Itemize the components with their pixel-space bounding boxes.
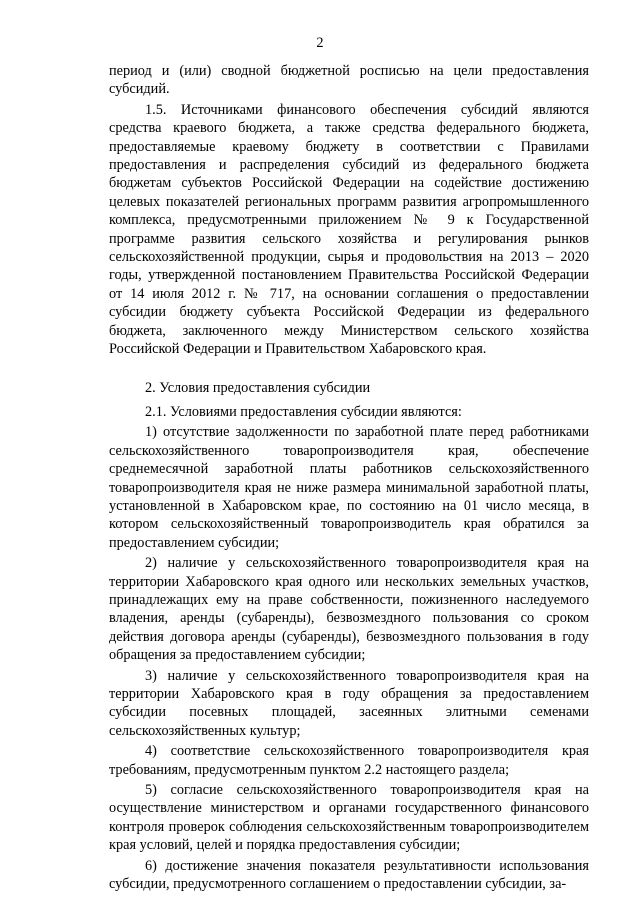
list-item-2: 2) наличие у сельскохозяйственного товаропроизводителя края на территории Хабаровского края одного или нескольких земельных участков, принадлежащих ему на праве собственности, пожизненного наследуемого владения, аренды (субаренды), безвозмездного пользования со сроком действия договора аренды (субаренды), безвозмездного пользования в году обращения за предоставлением субсидии;	[109, 555, 589, 664]
section-heading-2: 2. Условия предоставления субсидии	[145, 379, 371, 396]
paragraph-continuation: период и (или) сводной бюджетной росписью на цели предоставления субсидий.	[109, 63, 589, 98]
paragraph-2-1: 2.1. Условиями предоставления субсидии являются:	[145, 403, 462, 420]
paragraph-1-5: 1.5. Источниками финансового обеспечения субсидий являются средства краевого бюджета, а также средства федерального бюджета, предоставляемые краевому бюджету в соответствии с Правилами предоставления и распределения субсидий из федерального бюджета бюджетам субъектов Российской Федерации на содействие достижению целевых показателей региональных программ развития агропромышленного комплекса, предусмотренными приложением № 9 к Государственной программе развития сельского хозяйства и регулирования рынков сельскохозяйственной продукции, сырья и продовольствия на 2013 – 2020 годы, утвержденной постановлением Правительства Российской Федерации от 14 июля 2012 г. № 717, на основании соглашения о предоставлении субсидии бюджету субъекта Российской Федерации из федерального бюджета, заключенного между Министерством сельского хозяйства Российской Федерации и Правительством Хабаровского края.	[109, 101, 589, 358]
list-item-3: 3) наличие у сельскохозяйственного товаропроизводителя края на территории Хабаровского края в году обращения за предоставлением субсидии посевных площадей, засеянных элитными семенами сельскохозяйственных культур;	[109, 667, 589, 739]
list-item-6: 6) достижение значения показателя результативности использования субсидии, предусмотренного соглашением о предоставлении субсидии, за-	[109, 857, 589, 893]
page-number: 2	[316, 35, 324, 51]
list-item-4: 4) соответствие сельскохозяйственного товаропроизводителя края требованиям, предусмотренным пунктом 2.2 настоящего раздела;	[109, 743, 589, 778]
list-item-5: 5) согласие сельскохозяйственного товаропроизводителя края на осуществление министерством и органами государственного финансового контроля проверок соблюдения сельскохозяйственным товаропроизводителем края условий, целей и порядка предоставления субсидии;	[109, 782, 589, 854]
list-item-1: 1) отсутствие задолженности по заработной плате перед работниками сельскохозяйственного товаропроизводителя края, обеспечение среднемесячной заработной платы работников сельскохозяйственного товаропроизводителя края не ниже размера минимальной заработной платы, установленной в Хабаровском крае, по состоянию на 01 число месяца, в котором сельскохозяйственный товаропроизводитель края обратился за предоставлением субсидии;	[109, 424, 589, 551]
document-body	[109, 62, 589, 893]
